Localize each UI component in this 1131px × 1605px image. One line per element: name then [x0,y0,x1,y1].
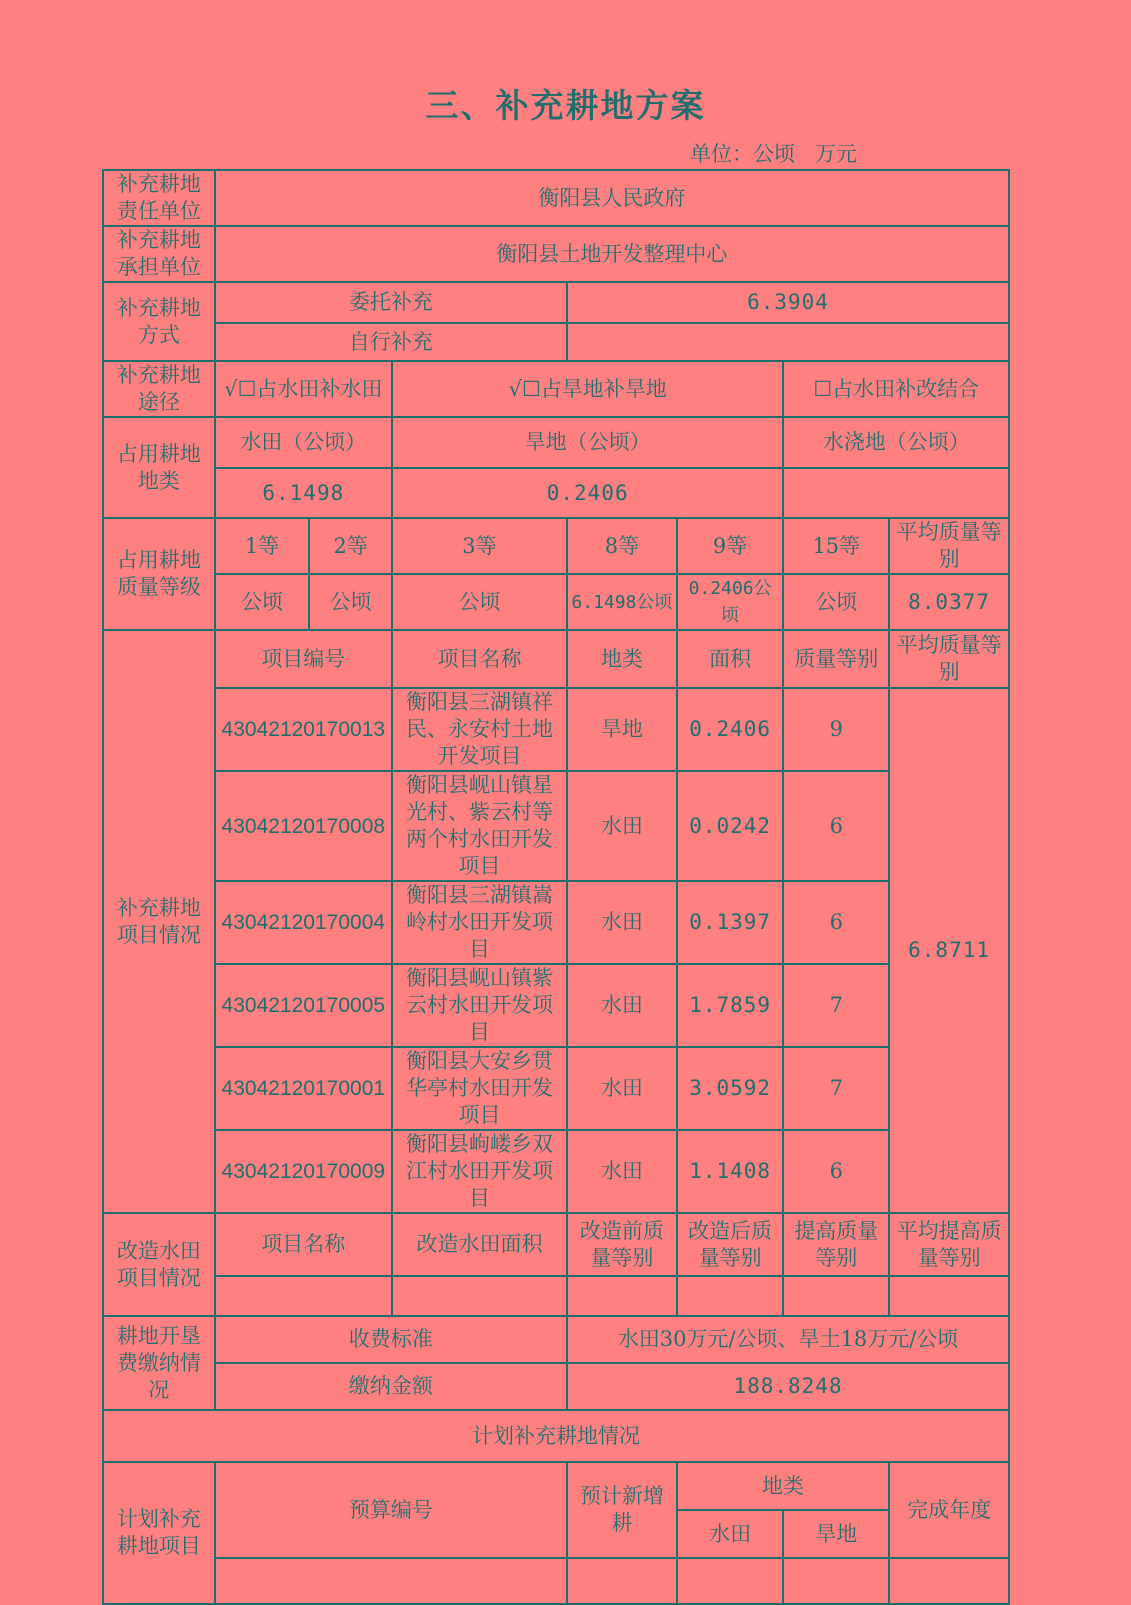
pathway-option-dry: √☐占旱地补旱地 [392,361,784,417]
farmland-plan-table [102,169,1010,1605]
renovation-empty-cell [567,1276,677,1316]
project-area: 3.0592 [677,1047,784,1130]
quality-header: 8等 [567,518,677,574]
fee-amount-value: 188.8248 [567,1363,1009,1410]
project-area: 0.2406 [677,688,784,771]
plan-empty-cell [567,1558,677,1604]
plan-dry-header: 旱地 [783,1510,889,1558]
plan-empty-cell [215,1558,567,1604]
table-row [103,964,1009,1047]
project-grade: 6 [783,881,889,964]
projects-header: 项目名称 [392,630,567,688]
dry-header: 旱地（公顷） [392,417,784,468]
plan-expected-header: 预计新增耕 [567,1462,677,1558]
project-name: 衡阳县三湖镇祥民、永安村土地开发项目 [392,688,567,771]
quality-header: 平均质量等别 [889,518,1009,574]
quality-label: 占用耕地质量等级 [103,518,215,630]
project-name: 衡阳县岘山镇星光村、紫云村等两个村水田开发项目 [392,771,567,881]
quality-value: 公顷 [392,574,567,630]
project-area: 0.1397 [677,881,784,964]
project-name: 衡阳县三湖镇嵩岭村水田开发项目 [392,881,567,964]
projects-header: 地类 [567,630,677,688]
quality-value: 6.1498公顷 [567,574,677,630]
responsible-unit-value: 衡阳县人民政府 [215,170,1009,226]
project-type: 水田 [567,1047,677,1130]
self-label: 自行补充 [215,323,567,361]
table-row [103,1130,1009,1213]
table-row [103,771,1009,881]
projects-header: 项目编号 [215,630,392,688]
irrigated-value [783,468,1009,518]
renovation-header: 改造水田面积 [392,1213,567,1276]
quality-value: 公顷 [309,574,392,630]
quality-header: 1等 [215,518,310,574]
project-grade: 7 [783,964,889,1047]
responsible-unit-label: 补充耕地责任单位 [103,170,215,226]
pathway-option-paddy: √☐占水田补水田 [215,361,392,417]
method-label: 补充耕地方式 [103,282,215,361]
projects-average-grade: 6.8711 [889,688,1009,1213]
paddy-header: 水田（公顷） [215,417,392,468]
project-code: 43042120170008 [215,771,392,881]
renovation-empty-cell [677,1276,784,1316]
pathway-option-combined: ☐占水田补改结合 [783,361,1009,417]
project-grade: 9 [783,688,889,771]
plan-empty-cell [783,1558,889,1604]
renovation-empty-cell [215,1276,392,1316]
plan-landtype-header: 地类 [677,1462,889,1510]
irrigated-header: 水浇地（公顷） [783,417,1009,468]
plan-label: 计划补充耕地项目 [103,1462,215,1604]
project-code: 43042120170004 [215,881,392,964]
quality-header: 2等 [309,518,392,574]
entrust-label: 委托补充 [215,282,567,323]
project-code: 43042120170009 [215,1130,392,1213]
projects-header: 平均质量等别 [889,630,1009,688]
project-area: 0.0242 [677,771,784,881]
project-type: 水田 [567,1130,677,1213]
quality-average: 8.0377 [889,574,1009,630]
renovation-header: 平均提高质量等别 [889,1213,1009,1276]
projects-header: 面积 [677,630,784,688]
fee-standard-value: 水田30万元/公顷、旱土18万元/公顷 [567,1316,1009,1363]
plan-section-title: 计划补充耕地情况 [103,1410,1009,1462]
quality-value: 公顷 [783,574,889,630]
table-row [103,881,1009,964]
project-code: 43042120170013 [215,688,392,771]
undertaking-unit-value: 衡阳县土地开发整理中心 [215,226,1009,282]
undertaking-unit-label: 补充耕地承担单位 [103,226,215,282]
renovation-empty-cell [783,1276,889,1316]
quality-header: 15等 [783,518,889,574]
project-grade: 6 [783,1130,889,1213]
projects-header: 质量等别 [783,630,889,688]
quality-value: 公顷 [215,574,310,630]
paddy-value: 6.1498 [215,468,392,518]
table-row [103,688,1009,771]
page-title: 三、补充耕地方案 [425,86,706,125]
project-grade: 6 [783,771,889,881]
renovation-header: 项目名称 [215,1213,392,1276]
fee-amount-label: 缴纳金额 [215,1363,567,1410]
projects-label: 补充耕地项目情况 [103,630,215,1213]
project-code: 43042120170001 [215,1047,392,1130]
quality-header: 9等 [677,518,784,574]
quality-value: 0.2406公顷 [677,574,784,630]
unit-note: 单位：公顷 万元 [690,142,858,166]
plan-budget-header: 预算编号 [215,1462,567,1558]
project-code: 43042120170005 [215,964,392,1047]
project-name: 衡阳县大安乡贯华亭村水田开发项目 [392,1047,567,1130]
project-area: 1.1408 [677,1130,784,1213]
table-row [103,1047,1009,1130]
renovation-header: 改造后质量等别 [677,1213,784,1276]
project-type: 水田 [567,964,677,1047]
occupied-type-label: 占用耕地地类 [103,417,215,518]
project-grade: 7 [783,1047,889,1130]
quality-header: 3等 [392,518,567,574]
plan-year-header: 完成年度 [889,1462,1009,1558]
entrust-value: 6.3904 [567,282,1009,323]
renovation-label: 改造水田项目情况 [103,1213,215,1316]
fee-label: 耕地开垦费缴纳情况 [103,1316,215,1410]
renovation-header: 改造前质量等别 [567,1213,677,1276]
project-type: 水田 [567,881,677,964]
plan-empty-cell [889,1558,1009,1604]
project-type: 旱地 [567,688,677,771]
dry-value: 0.2406 [392,468,784,518]
project-name: 衡阳县岘山镇紫云村水田开发项目 [392,964,567,1047]
plan-paddy-header: 水田 [677,1510,784,1558]
project-name: 衡阳县岣嵝乡双江村水田开发项目 [392,1130,567,1213]
project-area: 1.7859 [677,964,784,1047]
renovation-empty-cell [392,1276,567,1316]
self-value [567,323,1009,361]
project-type: 水田 [567,771,677,881]
renovation-empty-cell [889,1276,1009,1316]
fee-standard-label: 收费标准 [215,1316,567,1363]
pathway-label: 补充耕地途径 [103,361,215,417]
renovation-header: 提高质量等别 [783,1213,889,1276]
plan-empty-cell [677,1558,784,1604]
